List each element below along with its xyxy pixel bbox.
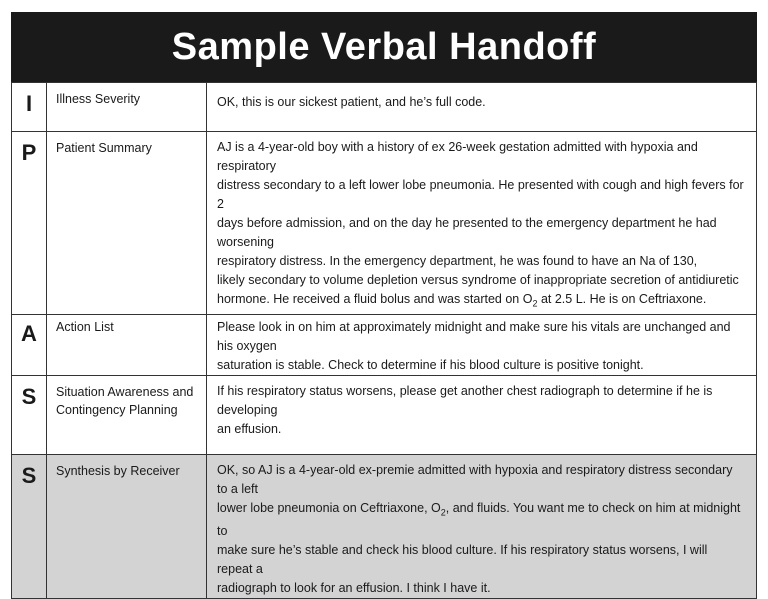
- content-line: distress secondary to a left lower lobe pneumonia. He presented with cough and high fevers for 2: [217, 178, 744, 211]
- content-line: radiograph to look for an effusion. I think I have it.: [217, 581, 491, 595]
- table-row: [12, 132, 757, 315]
- content-line: OK, this is our sickest patient, and he’s full code.: [217, 95, 486, 109]
- content-line: an effusion.: [217, 421, 282, 436]
- row-letter: P: [12, 132, 47, 315]
- label-line: Contingency Planning: [56, 402, 178, 417]
- table-row: [12, 454, 757, 599]
- content-line: If his respiratory status worsens, please get another chest radiograph to determine if he is developing: [217, 383, 713, 417]
- table-row: [12, 314, 757, 375]
- row-letter: S: [12, 454, 47, 599]
- content-text: OK, so AJ is a 4-year-old ex-premie admitted with hypoxia and respiratory distress secondary to a left: [217, 462, 733, 496]
- row-label: [47, 375, 207, 454]
- ipass-table: [11, 82, 757, 599]
- content-line: likely secondary to volume depletion versus syndrome of inappropriate secretion of antidiuretic: [217, 273, 739, 287]
- subscript: 2: [532, 298, 538, 309]
- table-row: [12, 83, 757, 132]
- row-label: Illness Severity: [47, 83, 207, 132]
- content-line: [217, 499, 746, 542]
- row-content: [207, 454, 757, 599]
- page-title: Sample Verbal Handoff: [11, 12, 757, 82]
- row-content: [207, 83, 757, 132]
- content-text: at 2.5 L. He is on Ceftriaxone.: [537, 292, 707, 306]
- content-line: saturation is stable. Check to determine if his blood culture is positive tonight.: [217, 357, 644, 372]
- table-row: [12, 375, 757, 454]
- row-content: [207, 375, 757, 454]
- content-text: lower lobe pneumonia on Ceftriaxone, O: [217, 500, 441, 515]
- row-label: Synthesis by Receiver: [47, 454, 207, 599]
- content-line: [217, 461, 746, 499]
- content-line: make sure he’s stable and check his blood culture. If his respiratory status worsens, I will repeat a: [217, 543, 708, 576]
- row-label: Action List: [47, 314, 207, 375]
- row-content: [207, 314, 757, 375]
- row-label: Patient Summary: [47, 132, 207, 315]
- row-letter: A: [12, 314, 47, 375]
- content-line: days before admission, and on the day he presented to the emergency department he had worsening: [217, 216, 717, 249]
- handoff-document: [11, 12, 757, 595]
- content-line: [217, 290, 746, 314]
- content-text: , and fluids. You want me to check on him at midnight to: [217, 500, 741, 538]
- row-letter: S: [12, 375, 47, 454]
- content-line: AJ is a 4-year-old boy with a history of ex 26-week gestation admitted with hypoxia and respiratory: [217, 140, 698, 173]
- content-line: Please look in on him at approximately midnight and make sure his vitals are unchanged and his oxygen: [217, 319, 731, 353]
- content-line: respiratory distress. In the emergency department, he was found to have an Na of 130,: [217, 254, 698, 268]
- subscript: 2: [440, 507, 446, 517]
- row-letter: I: [12, 83, 47, 132]
- row-content: [207, 132, 757, 315]
- label-line: Situation Awareness and: [56, 384, 194, 399]
- content-text: hormone. He received a fluid bolus and was started on O: [217, 292, 533, 306]
